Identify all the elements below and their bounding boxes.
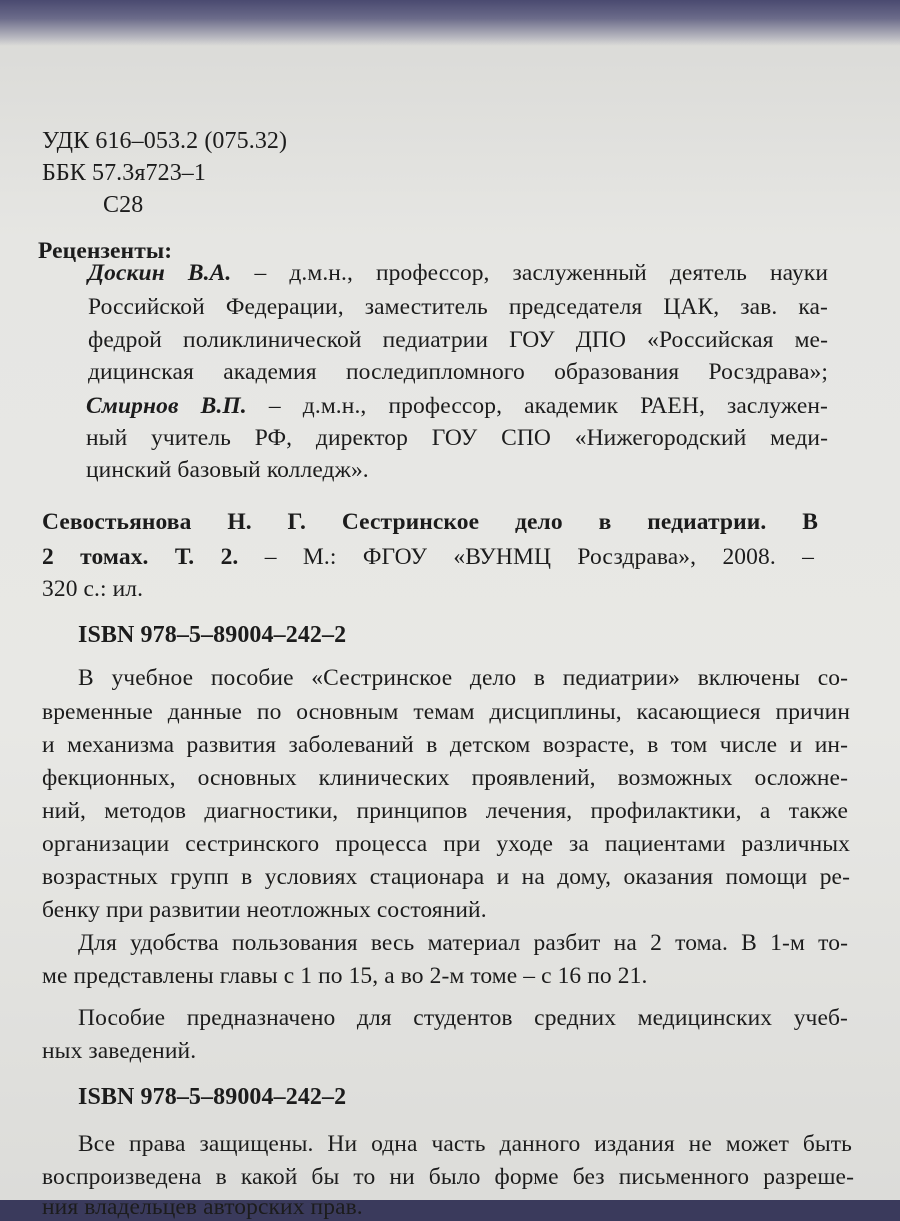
citation-line-2: 2 томах. Т. 2. – М.: ФГОУ «ВУНМЦ Росздрава», 2008. – xyxy=(42,544,815,570)
annotation-p3-line-2: ных заведений. xyxy=(42,1038,197,1064)
reviewer-1-line-4: дицинская академия последипломного образования Росздрава»; xyxy=(88,359,828,385)
annotation-p1-line-5: ний, методов диагностики, принципов лечения, профилактики, а также xyxy=(42,798,848,824)
rights-line-1: Все права защищены. Ни одна часть данного издания не может быть xyxy=(78,1131,852,1157)
isbn-bottom: ISBN 978–5–89004–242–2 xyxy=(78,1084,347,1110)
rights-line-2: воспроизведена в какой бы то ни было форме без письменного разреше- xyxy=(42,1164,854,1190)
page-top-edge xyxy=(0,0,900,46)
bbk-code: ББК 57.3я723–1 xyxy=(42,160,207,186)
annotation-p3-line-1: Пособие предназначено для студентов средних медицинских учеб- xyxy=(78,1005,848,1031)
reviewers-heading: Рецензенты: xyxy=(38,238,173,264)
isbn-top: ISBN 978–5–89004–242–2 xyxy=(78,622,347,648)
reviewer-2-line-3: цинский базовый колледж». xyxy=(86,457,369,483)
citation-line-1: Севостьянова Н. Г. Сестринское дело в педиатрии. В xyxy=(42,509,818,535)
annotation-p1-line-4: фекционных, основных клинических проявлений, возможных осложне- xyxy=(42,765,848,791)
annotation-p1-line-7: возрастных групп в условиях стационара и на дому, оказания помощи ре- xyxy=(42,864,850,890)
citation-line-3: 320 с.: ил. xyxy=(42,576,144,602)
annotation-p1-line-6: организации сестринского процесса при уходе за пациентами различных xyxy=(42,831,850,857)
cutter-code: С28 xyxy=(103,192,144,218)
reviewer-2-line-2: ный учитель РФ, директор ГОУ СПО «Нижегородский меди- xyxy=(86,425,828,451)
annotation-p1-line-3: и механизма развития заболеваний в детском возрасте, в том числе и ин- xyxy=(42,732,848,758)
reviewer-1-line-2: Российской Федерации, заместитель председателя ЦАК, зав. ка- xyxy=(88,294,828,320)
annotation-p2-line-2: ме представлены главы с 1 по 15, а во 2-м томе – с 16 по 21. xyxy=(42,963,648,989)
udk-code: УДК 616–053.2 (075.32) xyxy=(42,128,288,154)
rights-line-3: ния владельцев авторских прав. xyxy=(42,1194,363,1220)
reviewer-1-line-3: федрой поликлинической педиатрии ГОУ ДПО «Российская ме- xyxy=(88,327,828,353)
reviewer-1-name: Доскин В.А. xyxy=(88,260,232,286)
annotation-p1-line-8: бенку при развитии неотложных состояний. xyxy=(42,897,487,923)
annotation-p1-line-1: В учебное пособие «Сестринское дело в педиатрии» включены со- xyxy=(78,665,848,691)
reviewer-2-name: Смирнов В.П. xyxy=(86,393,247,419)
reviewer-1-line-1: Доскин В.А. – д.м.н., профессор, заслуженный деятель науки xyxy=(88,260,828,286)
annotation-p2-line-1: Для удобства пользования весь материал разбит на 2 тома. В 1-м то- xyxy=(78,930,848,956)
reviewer-2-line-1: Смирнов В.П. – д.м.н., профессор, академик РАЕН, заслужен- xyxy=(86,393,828,419)
annotation-p1-line-2: временные данные по основным темам дисциплины, касающиеся причин xyxy=(42,699,850,725)
